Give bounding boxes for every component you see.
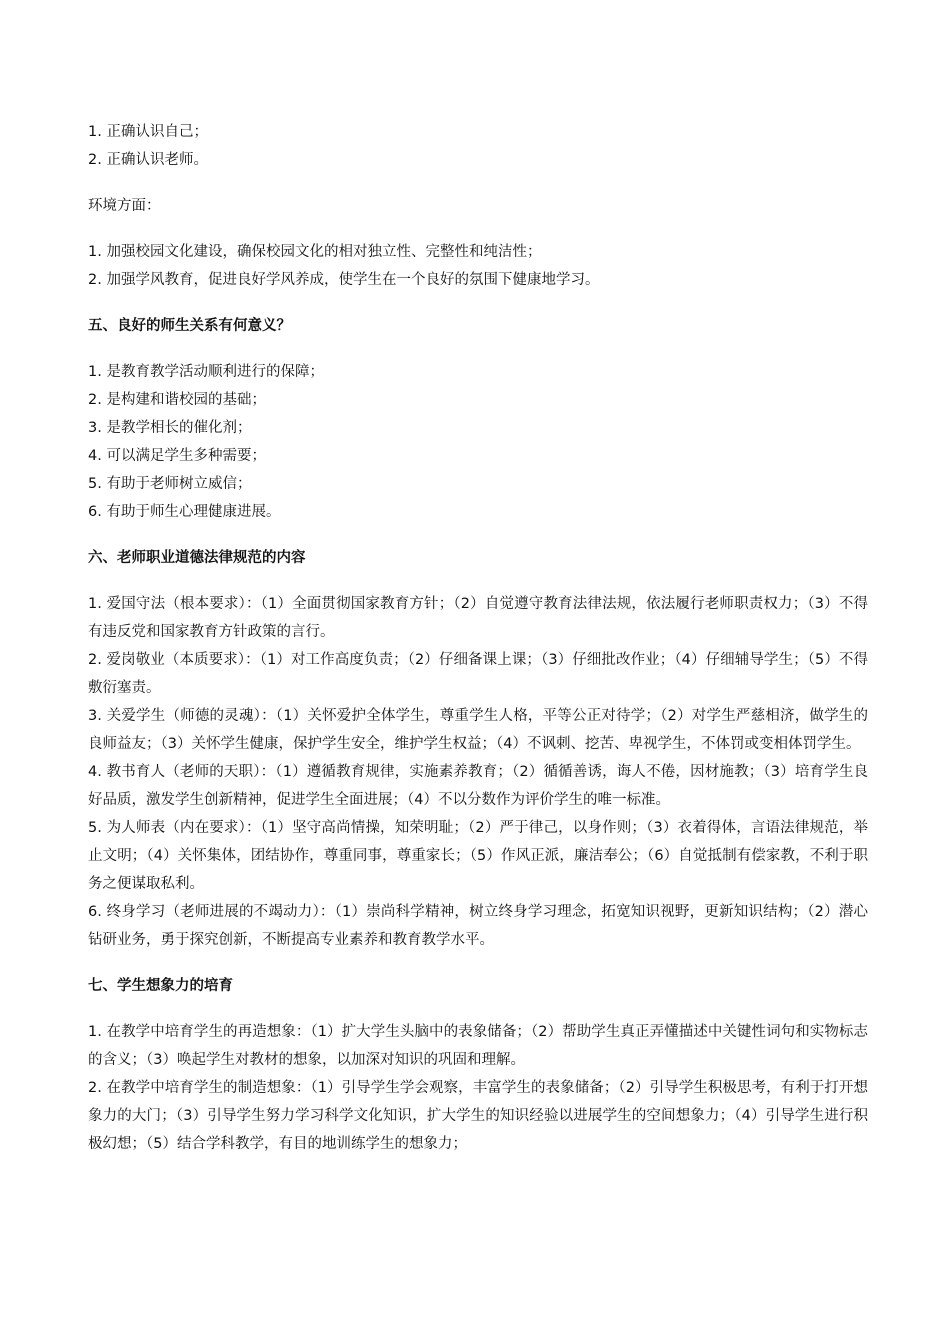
list-item: 4. 可以满足学生多种需要； <box>88 448 266 464</box>
list-item: 2. 是构建和谐校园的基础； <box>88 392 266 408</box>
list-item: 6. 有助于师生心理健康进展。 <box>88 504 281 520</box>
environment-label: 环境方面： <box>88 198 161 214</box>
list-item: 1. 爱国守法（根本要求）：（1）全面贯彻国家教育方针；（2）自觉遵守教育法律法规，依法履行老师职责权力；（3）不得有违反党和国家教育方针政策的言行。 <box>88 596 868 640</box>
list-item: 3. 是教学相长的催化剂； <box>88 420 252 436</box>
list-item: 5. 为人师表（内在要求）：（1）坚守高尚情操，知荣明耻；（2）严于律己，以身作则；（3）衣着得体，言语法律规范，举止文明；（4）关怀集体，团结协作，尊重同事，尊重家长；（5）作风正派，廉洁奉公；（6）自觉抵制有偿家教，不利于职务之便谋取私利。 <box>88 820 868 892</box>
environment-list <box>88 238 868 294</box>
section-7-heading: 七、学生想象力的培育 <box>88 978 233 994</box>
list-item: 3. 关爱学生（师德的灵魂）：（1）关怀爱护全体学生，尊重学生人格，平等公正对待学；（2）对学生严慈相济，做学生的良师益友；（3）关怀学生健康，保护学生安全，维护学生权益；（4）不讽刺、挖苦、卑视学生，不体罚或变相体罚学生。 <box>88 708 868 752</box>
section-6-list <box>88 590 868 954</box>
list-item: 2. 在教学中培育学生的制造想象：（1）引导学生学会观察，丰富学生的表象储备；（2）引导学生积极思考，有利于打开想象力的大门；（3）引导学生努力学习科学文化知识，扩大学生的知识经验以进展学生的空间想象力；（4）引导学生进行积极幻想；（5）结合学科教学，有目的地训练学生的想象力； <box>88 1080 868 1152</box>
section-5-list <box>88 358 868 526</box>
list-item: 2. 正确认识老师。 <box>88 152 208 168</box>
document-body <box>88 118 868 1158</box>
list-item: 1. 是教育教学活动顺利进行的保障； <box>88 364 324 380</box>
list-item: 5. 有助于老师树立威信； <box>88 476 252 492</box>
list-item: 6. 终身学习（老师进展的不竭动力）：（1）崇尚科学精神，树立终身学习理念，拓宽知识视野，更新知识结构；（2）潜心钻研业务，勇于探究创新，不断提高专业素养和教育教学水平。 <box>88 904 868 948</box>
list-item: 4. 教书育人（老师的天职）：（1）遵循教育规律，实施素养教育；（2）循循善诱，诲人不倦，因材施教；（3）培育学生良好品质，激发学生创新精神，促进学生全面进展；（4）不以分数作为评价学生的唯一标准。 <box>88 764 868 808</box>
list-item: 1. 正确认识自己； <box>88 124 208 140</box>
list-item: 2. 加强学风教育，促进良好学风养成，使学生在一个良好的氛围下健康地学习。 <box>88 272 600 288</box>
list-item: 1. 加强校园文化建设，确保校园文化的相对独立性、完整性和纯洁性； <box>88 244 542 260</box>
self-list <box>88 118 868 174</box>
section-7-list <box>88 1018 868 1158</box>
section-6-heading: 六、老师职业道德法律规范的内容 <box>88 550 306 566</box>
list-item: 1. 在教学中培育学生的再造想象：（1）扩大学生头脑中的表象储备；（2）帮助学生真正弄懂描述中关键性词句和实物标志的含义；（3）唤起学生对教材的想象，以加深对知识的巩固和理解。 <box>88 1024 868 1068</box>
section-5-heading: 五、良好的师生关系有何意义？ <box>88 318 291 334</box>
list-item: 2. 爱岗敬业（本质要求）：（1）对工作高度负责；（2）仔细备课上课；（3）仔细批改作业；（4）仔细辅导学生；（5）不得敷衍塞责。 <box>88 652 868 696</box>
